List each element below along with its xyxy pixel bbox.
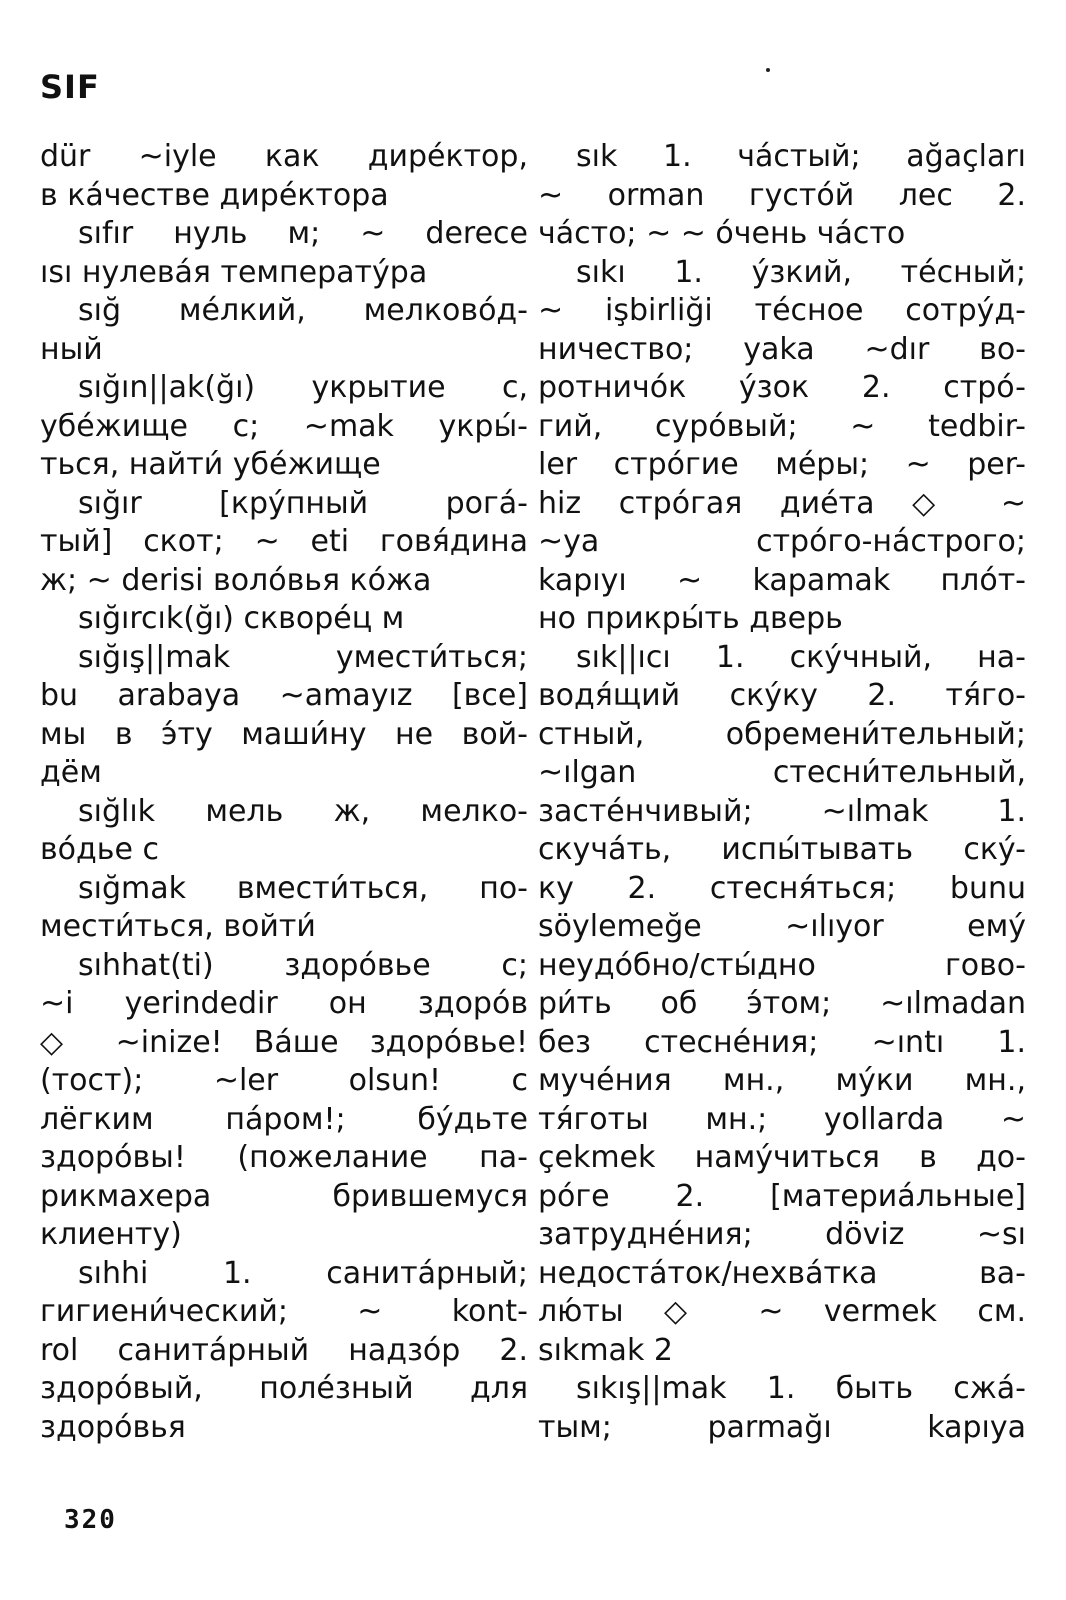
text-line: sık||ıcı 1. скýчный, на-	[576, 639, 1026, 675]
text-line: sıfır нуль м; ~ derece	[78, 216, 528, 251]
text-line: hiz стрóгая диéта ◇ ~	[538, 485, 1026, 521]
text-line: лёгким пáром!; бýдьте	[40, 1101, 528, 1137]
text-line: sığ мéлкий, мелковóд-	[78, 293, 528, 328]
text-line: гий, сурóвый; ~ tedbir-	[538, 408, 1026, 444]
text-line: sıhhi 1. санитáрный;	[78, 1255, 528, 1291]
text-line: ный	[40, 331, 103, 367]
text-line: водя́щий скýку 2. тя́го-	[538, 678, 1026, 713]
text-line: здорóвья	[40, 1409, 186, 1445]
text-line: sıkı 1. ýзкий, тéсный;	[576, 254, 1026, 290]
text-line: чáсто; ~ ~ óчень чáсто	[538, 216, 906, 251]
text-line: здорóвый, полéзный для	[40, 1371, 528, 1406]
text-line: ~ işbirliği тéсное сотрýд-	[538, 293, 1026, 328]
text-line: мучéния мн., мýки мн.,	[538, 1063, 1026, 1098]
text-line: rol санитáрный надзóр 2.	[40, 1332, 528, 1368]
guide-word: SIF	[40, 68, 100, 106]
text-line: здорóвы! (пожелание па-	[40, 1140, 528, 1175]
text-line: лю́ты ◇ ~ vermek см.	[538, 1294, 1026, 1329]
text-line: ~i yerindedir он здорóв	[40, 986, 528, 1021]
text-line: ler стрóгие мéры; ~ per-	[538, 447, 1026, 482]
text-line: dür ~iyle как дирéктор,	[40, 139, 528, 174]
text-line: sığlık мель ж, мелко-	[78, 793, 528, 829]
text-line: sığış||mak умести́ться;	[78, 639, 528, 675]
text-line: неудóбно/сты́дно гово-	[538, 947, 1026, 983]
text-line: sıkış||mak 1. быть сжá-	[576, 1371, 1026, 1406]
text-line: kapıyı ~ kapamak плóт-	[538, 562, 1026, 598]
text-line: тя́готы мн.; yollarda ~	[538, 1101, 1026, 1137]
text-line: вóдье с	[40, 832, 159, 867]
text-line: мести́ться, войти́	[40, 909, 316, 944]
text-line: ку 2. стесня́ться; bunu	[538, 870, 1026, 906]
text-line: ~ya стрóго-нáстрого;	[538, 524, 1026, 559]
text-line: ~ılgan стесни́тельный,	[538, 755, 1026, 790]
text-line: sık 1. чáстый; ağaçları	[576, 139, 1026, 174]
text-line: bu arabaya ~amayız [все]	[40, 678, 528, 713]
text-line: без стеснéния; ~ıntı 1.	[538, 1024, 1026, 1060]
text-line: ться, найти́ убéжище	[40, 447, 381, 482]
text-line: дём	[40, 755, 102, 790]
text-line: тый] скот; ~ eti говя́дина	[40, 524, 528, 559]
text-line: çekmek намýчиться в до-	[538, 1140, 1026, 1175]
text-line: ◇ ~inize! Вáше здорóвье!	[40, 1024, 528, 1060]
text-line: (тост); ~ler olsun! с	[40, 1063, 528, 1098]
text-line: гигиени́ческий; ~ kont-	[40, 1294, 528, 1329]
text-line: ~ orman густóй лес 2.	[538, 177, 1026, 213]
text-line: sıkmak 2	[538, 1332, 673, 1368]
text-line: скучáть, испы́тывать скý-	[538, 832, 1026, 867]
text-line: sığın||ak(ğı) укрытие с,	[78, 370, 528, 405]
text-line: затруднéния; döviz ~sı	[538, 1217, 1026, 1252]
text-line: клиенту)	[40, 1217, 182, 1252]
text-line: ри́ть об э́том; ~ılmadan	[538, 986, 1026, 1021]
text-line: рóге 2. [материáльные]	[538, 1178, 1026, 1214]
text-line: sığmak вмести́ться, по-	[78, 870, 528, 906]
text-line: в кáчестве дирéктора	[40, 177, 389, 213]
text-line: söylemeğe ~ılıyor емý	[538, 909, 1026, 944]
text-line: ротничóк ýзок 2. стрó-	[538, 370, 1026, 405]
text-line: рикмахера брившемуся	[40, 1178, 528, 1214]
text-line: стный, обремени́тельный;	[538, 716, 1026, 752]
text-line: убéжище с; ~mak укры́-	[40, 408, 528, 444]
text-line: тым; parmağı kapıya	[538, 1409, 1026, 1445]
text-line: но прикры́ть дверь	[538, 601, 843, 636]
page-number: 320	[64, 1505, 117, 1535]
left-column	[40, 138, 528, 1498]
text-line: sığırcık(ğı) скворéц м	[78, 601, 405, 636]
text-line: ничество; yaka ~dır во-	[538, 331, 1026, 367]
text-line: sıhhat(ti) здорóвье с;	[78, 947, 528, 983]
text-line: недостáток/нехвáтка ва-	[538, 1255, 1026, 1291]
text-line: мы в э́ту маши́ну не вой-	[40, 716, 528, 752]
text-line: sığır [крýпный рогá-	[78, 485, 528, 521]
text-line: застéнчивый; ~ılmak 1.	[538, 793, 1026, 829]
right-column	[538, 138, 1026, 1498]
text-line: ж; ~ derisi волóвья кóжа	[40, 562, 432, 598]
print-speck	[766, 68, 770, 72]
text-line: ısı нулевáя температýра	[40, 254, 428, 290]
